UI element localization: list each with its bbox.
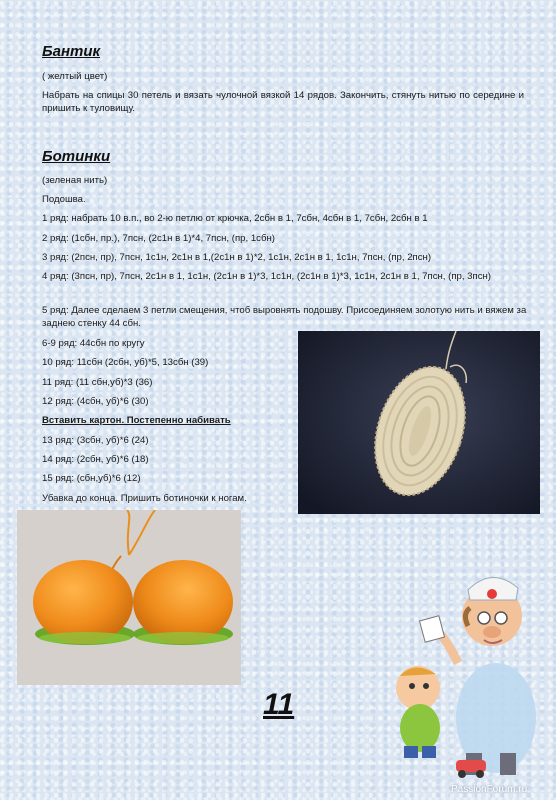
row-instruction: 15 ряд: (сбн,уб)*6 (12) bbox=[42, 473, 141, 484]
row-instruction: 2 ряд: (1сбн, пр.), 7псн, (2с1н в 1)*4, 7псн, (пр, 1сбн) bbox=[42, 233, 275, 244]
sole-photo bbox=[298, 331, 540, 514]
section-title-bow: Бантик bbox=[42, 43, 101, 60]
bow-instructions: Набрать на спицы 30 петель и вязать чулочной вязкой 14 рядов. Закончить, стянуть нитью по середине и пришить к туловищу. bbox=[42, 90, 524, 114]
boots-color-note: (зеленая нить) bbox=[42, 175, 108, 186]
row-instruction: 1 ряд: набрать 10 в.п., во 2-ю петлю от крючка, 2сбн в 1, 7сбн, 4сбн в 1, 7сбн, 2сбн в 1 bbox=[42, 213, 428, 224]
row-instruction: 6-9 ряд: 44сбн по кругу bbox=[42, 338, 145, 349]
boots-photo bbox=[17, 510, 241, 685]
row-instruction: 13 ряд: (3сбн, уб)*6 (24) bbox=[42, 435, 149, 446]
stuffing-instruction: Вставить картон. Постепенно набивать bbox=[42, 415, 231, 426]
crochet-boots-image bbox=[17, 510, 241, 685]
row-instruction: 4 ряд: (3псн, пр), 7псн, 2с1н в 1, 1с1н, (2с1н в 1)*3, 1с1н, (2с1н в 1)*3, 1с1н, 2с1н в 1, 7псн, (пр, 3псн) bbox=[42, 271, 491, 282]
boots-sole-label: Подошва. bbox=[42, 194, 86, 205]
cartoon-doctor-illustration bbox=[388, 568, 556, 780]
row-instruction: 12 ряд: (4сбн, уб)*6 (30) bbox=[42, 396, 149, 407]
row-instruction: 10 ряд: 11сбн (2сбн, уб)*5, 13сбн (39) bbox=[42, 357, 209, 368]
row-instruction: 3 ряд: (2псн, пр), 7псн, 1с1н, 2с1н в 1,(2с1н в 1)*2, 1с1н, 2с1н в 1, 1с1н, 7псн, (пр, 2псн) bbox=[42, 252, 432, 263]
finish-instruction: Убавка до конца. Пришить ботиночки к ногам. bbox=[42, 493, 247, 504]
bow-color-note: ( желтый цвет) bbox=[42, 71, 108, 82]
crochet-sole-image bbox=[298, 331, 540, 514]
row-instruction: 14 ряд: (2сбн, уб)*6 (18) bbox=[42, 454, 149, 465]
row-instruction: 5 ряд: Далее сделаем 3 петли смещения, чтоб выровнять подошву. Присоединяем золотую нить и вяжем за заднею стенку 44 сбн. bbox=[42, 305, 527, 329]
page-number: 11 bbox=[263, 688, 295, 721]
watermark: PassionForum.ru bbox=[451, 784, 528, 795]
row-instruction: 11 ряд: (11 сбн,уб)*3 (36) bbox=[42, 377, 153, 388]
section-title-boots: Ботинки bbox=[42, 148, 111, 165]
